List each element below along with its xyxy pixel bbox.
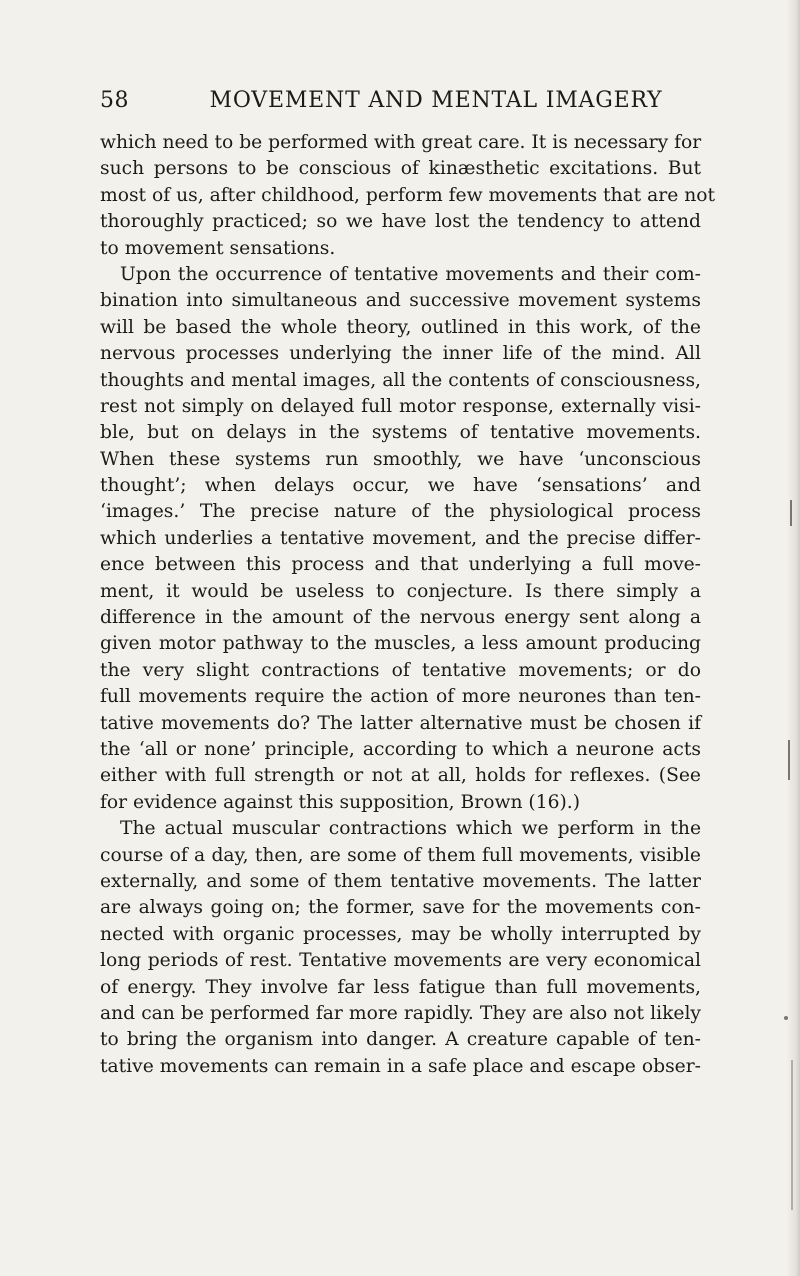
text-line: the ‘all or none’ principle, according to which a neurone acts bbox=[100, 738, 701, 760]
text-line: for evidence against this supposition, Brown (16).) bbox=[100, 791, 581, 813]
text-line: such persons to be conscious of kinæsthetic excitations. But bbox=[100, 158, 701, 180]
text-line: ‘images.’ The precise nature of the physiological process bbox=[100, 501, 701, 523]
text-line: nected with organic processes, may be wholly interrupted by bbox=[100, 923, 701, 945]
scan-speck bbox=[790, 500, 792, 526]
text-line: to bring the organism into danger. A creature capable of ten- bbox=[100, 1029, 701, 1051]
text-line: difference in the amount of the nervous energy sent along a bbox=[100, 607, 701, 629]
text-line: externally, and some of them tentative movements. The latter bbox=[100, 870, 701, 892]
text-line: either with full strength or not at all, holds for reflexes. (See bbox=[100, 765, 701, 787]
scan-speck bbox=[788, 740, 790, 780]
body-text bbox=[100, 130, 715, 1080]
text-line: thought’; when delays occur, we have ‘sensations’ and bbox=[100, 475, 701, 497]
text-line: of energy. They involve far less fatigue than full movements, bbox=[100, 976, 701, 998]
text-line: which need to be performed with great care. It is necessary for bbox=[100, 132, 702, 153]
page-header bbox=[100, 86, 720, 116]
text-line: full movements require the action of more neurones than ten- bbox=[100, 686, 701, 708]
text-line: ence between this process and that underlying a full move- bbox=[100, 554, 701, 576]
text-line: thoroughly practiced; so we have lost the tendency to attend bbox=[100, 211, 701, 233]
text-line: which underlies a tentative movement, and the precise differ- bbox=[100, 527, 701, 549]
page-number: 58 bbox=[100, 88, 129, 113]
text-line: and can be performed far more rapidly. They are also not likely bbox=[100, 1002, 701, 1024]
text-line: are always going on; the former, save for the movements con- bbox=[100, 897, 701, 919]
scan-speck bbox=[791, 1060, 793, 1210]
text-line: course of a day, then, are some of them full movements, visible bbox=[100, 844, 701, 866]
text-line: The actual muscular contractions which we perform in the bbox=[120, 818, 701, 840]
text-line: will be based the whole theory, outlined in this work, of the bbox=[100, 316, 701, 338]
text-line: most of us, after childhood, perform few movements that are not bbox=[100, 184, 715, 206]
text-line: ble, but on delays in the systems of tentative movements. bbox=[100, 422, 701, 444]
text-line: thoughts and mental images, all the contents of consciousness, bbox=[100, 369, 701, 391]
text-line: given motor pathway to the muscles, a less amount producing bbox=[100, 633, 701, 655]
text-line: When these systems run smoothly, we have ‘unconscious bbox=[100, 448, 701, 470]
text-line: ment, it would be useless to conjecture. Is there simply a bbox=[100, 580, 701, 602]
text-line: to movement sensations. bbox=[100, 237, 336, 259]
text-line: the very slight contractions of tentative movements; or do bbox=[100, 659, 701, 681]
text-line: long periods of rest. Tentative movements are very economical bbox=[100, 950, 701, 972]
text-line: nervous processes underlying the inner life of the mind. All bbox=[100, 343, 701, 365]
text-line: bination into simultaneous and successive movement systems bbox=[100, 290, 701, 312]
scan-speck bbox=[784, 1016, 788, 1020]
scan-page-edge bbox=[786, 0, 800, 1276]
text-line: tative movements can remain in a safe place and escape obser- bbox=[100, 1055, 701, 1077]
text-line: Upon the occurrence of tentative movements and their com- bbox=[120, 263, 701, 285]
running-head: MOVEMENT AND MENTAL IMAGERY bbox=[209, 88, 663, 113]
text-line: tative movements do? The latter alternative must be chosen if bbox=[100, 712, 701, 734]
text-line: rest not simply on delayed full motor response, externally visi- bbox=[100, 395, 701, 417]
